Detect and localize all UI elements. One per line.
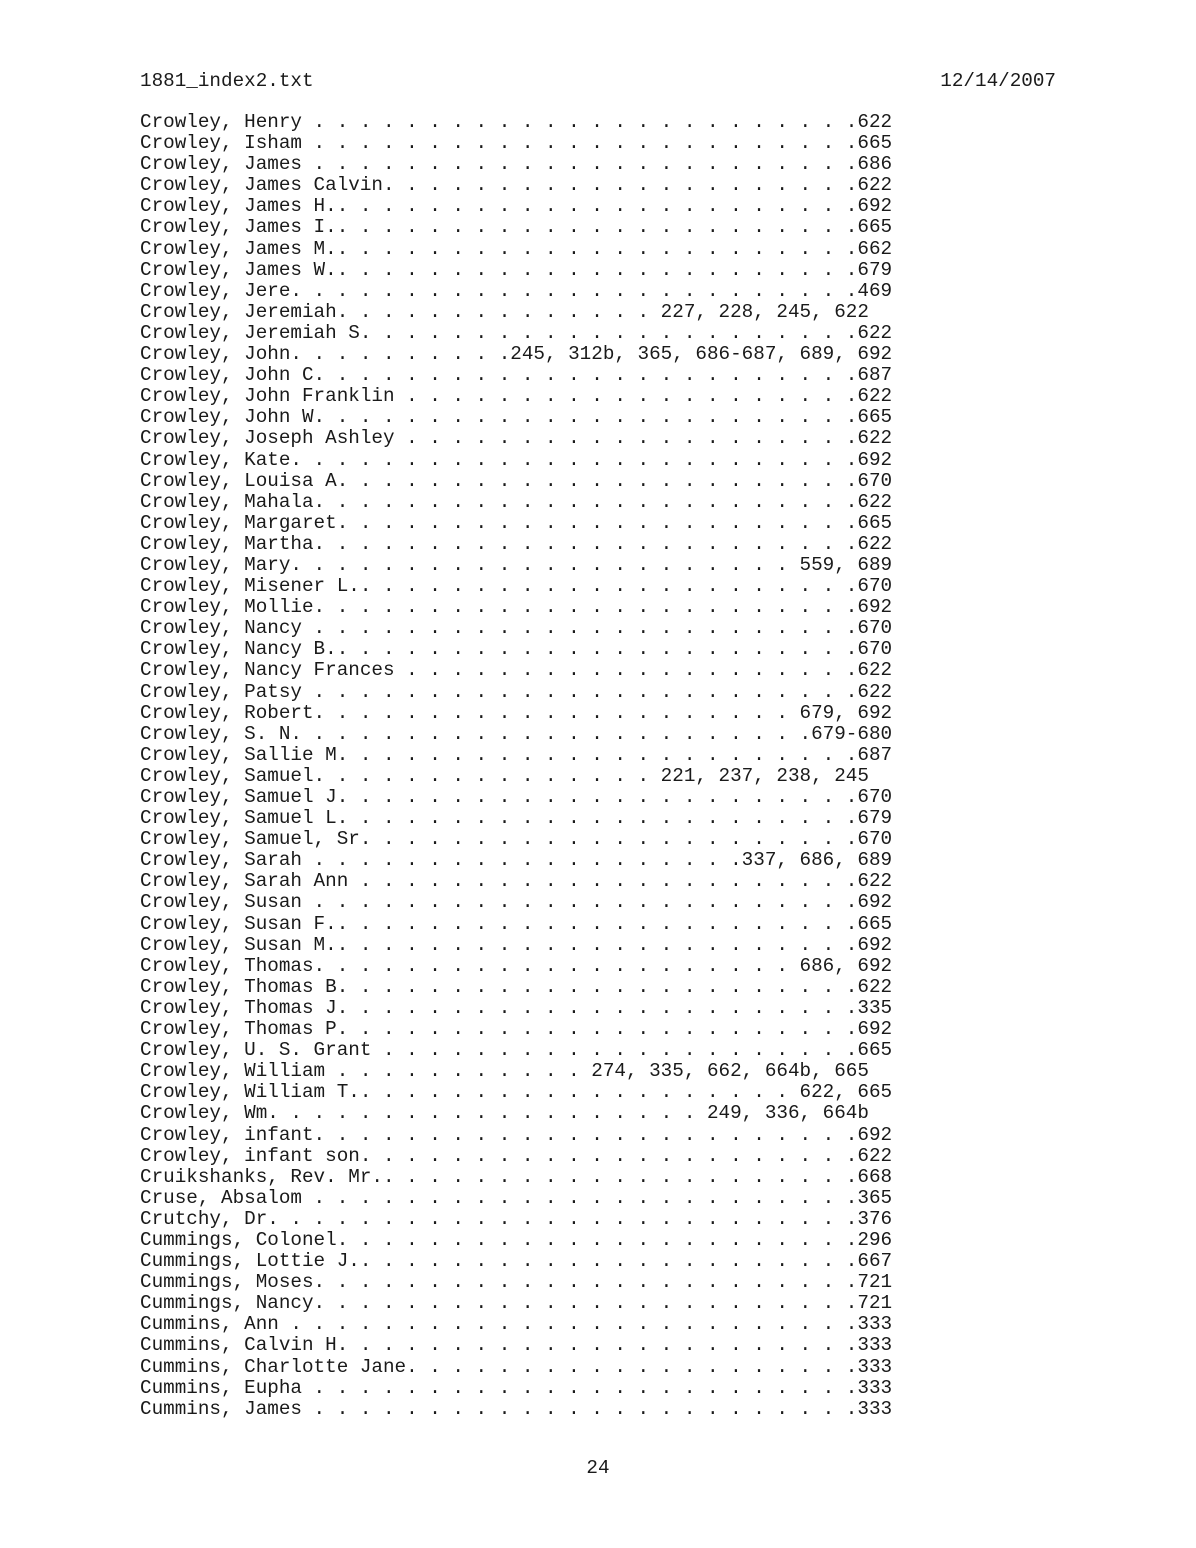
index-entry: Crowley, William . . . . . . . . . . . 274, 335, 662, 664b, 665 (140, 1060, 869, 1083)
index-entry: Crowley, Martha. . . . . . . . . . . . . . . . . . . . . . . .622 (140, 532, 893, 555)
index-entry: Crowley, Joseph Ashley . . . . . . . . . . . . . . . . . . . .622 (140, 427, 893, 450)
index-entry: Cummins, Calvin H. . . . . . . . . . . . . . . . . . . . . . .333 (140, 1334, 893, 1357)
index-entry: Crowley, Sarah Ann . . . . . . . . . . . . . . . . . . . . . .622 (140, 870, 893, 893)
index-list (140, 112, 892, 1420)
index-entry: Crowley, Isham . . . . . . . . . . . . . . . . . . . . . . . .665 (140, 132, 893, 155)
index-entry: Crowley, Samuel. . . . . . . . . . . . . . . 221, 237, 238, 245 (140, 764, 869, 787)
index-entry: Crowley, Nancy . . . . . . . . . . . . . . . . . . . . . . . .670 (140, 617, 893, 640)
index-entry: Crowley, James W.. . . . . . . . . . . . . . . . . . . . . . .679 (140, 258, 893, 281)
index-entry: Crowley, Margaret. . . . . . . . . . . . . . . . . . . . . . .665 (140, 511, 893, 534)
index-entry: Crowley, Patsy . . . . . . . . . . . . . . . . . . . . . . . .622 (140, 680, 893, 703)
index-entry: Crowley, Thomas. . . . . . . . . . . . . . . . . . . . . 686, 692 (140, 954, 893, 977)
index-entry: Crowley, Jeremiah S. . . . . . . . . . . . . . . . . . . . . .622 (140, 321, 893, 344)
index-entry: Crowley, S. N. . . . . . . . . . . . . . . . . . . . . . .679-680 (140, 722, 893, 745)
index-entry: Crowley, Thomas J. . . . . . . . . . . . . . . . . . . . . . .335 (140, 996, 893, 1019)
index-entry: Cummins, Eupha . . . . . . . . . . . . . . . . . . . . . . . .333 (140, 1376, 893, 1399)
index-entry: Cummings, Lottie J.. . . . . . . . . . . . . . . . . . . . . .667 (140, 1250, 893, 1273)
index-entry: Crutchy, Dr. . . . . . . . . . . . . . . . . . . . . . . . . .376 (140, 1207, 893, 1230)
index-entry: Crowley, Samuel, Sr. . . . . . . . . . . . . . . . . . . . . .670 (140, 828, 893, 851)
document-date: 12/14/2007 (940, 70, 1056, 92)
index-entry: Crowley, Sarah . . . . . . . . . . . . . . . . . . .337, 686, 689 (140, 849, 893, 872)
index-entry: Crowley, Jere. . . . . . . . . . . . . . . . . . . . . . . . .469 (140, 279, 893, 302)
index-entry: Crowley, Samuel J. . . . . . . . . . . . . . . . . . . . . . .670 (140, 786, 893, 808)
index-entry: Cummins, James . . . . . . . . . . . . . . . . . . . . . . . .333 (140, 1397, 893, 1420)
index-entry: Crowley, Sallie M. . . . . . . . . . . . . . . . . . . . . . .687 (140, 743, 893, 766)
document-filename: 1881_index2.txt (140, 70, 314, 92)
index-entry: Crowley, infant. . . . . . . . . . . . . . . . . . . . . . . .692 (140, 1123, 893, 1146)
index-entry: Crowley, James I.. . . . . . . . . . . . . . . . . . . . . . .665 (140, 216, 893, 239)
index-entry: Crowley, John. . . . . . . . . .245, 312b, 365, 686-687, 689, 692 (140, 343, 893, 366)
index-entry: Crowley, William T.. . . . . . . . . . . . . . . . . . . 622, 665 (140, 1081, 893, 1104)
index-entry: Cummings, Nancy. . . . . . . . . . . . . . . . . . . . . . . .721 (140, 1292, 893, 1315)
index-entry: Crowley, John W. . . . . . . . . . . . . . . . . . . . . . . .665 (140, 406, 893, 429)
index-entry: Crowley, James H.. . . . . . . . . . . . . . . . . . . . . . .692 (140, 195, 893, 218)
index-entry: Crowley, Susan F.. . . . . . . . . . . . . . . . . . . . . . .665 (140, 912, 893, 935)
index-entry: Crowley, James M.. . . . . . . . . . . . . . . . . . . . . . .662 (140, 237, 893, 260)
index-entry: Crowley, John Franklin . . . . . . . . . . . . . . . . . . . .622 (140, 385, 893, 408)
index-entry: Crowley, Louisa A. . . . . . . . . . . . . . . . . . . . . . .670 (140, 469, 893, 492)
index-entry: Crowley, Jeremiah. . . . . . . . . . . . . . 227, 228, 245, 622 (140, 300, 869, 323)
index-entry: Crowley, Mahala. . . . . . . . . . . . . . . . . . . . . . . .622 (140, 490, 893, 513)
index-entry: Crowley, James Calvin. . . . . . . . . . . . . . . . . . . . .622 (140, 174, 893, 197)
page-number: 24 (586, 1457, 610, 1479)
index-entry: Crowley, Kate. . . . . . . . . . . . . . . . . . . . . . . . .692 (140, 448, 893, 471)
index-entry: Crowley, Samuel L. . . . . . . . . . . . . . . . . . . . . . .679 (140, 807, 893, 830)
index-entry: Cruse, Absalom . . . . . . . . . . . . . . . . . . . . . . . .365 (140, 1186, 893, 1209)
index-entry: Cruikshanks, Rev. Mr.. . . . . . . . . . . . . . . . . . . . .668 (140, 1165, 893, 1188)
page-header (140, 68, 1056, 94)
index-entry: Crowley, infant son. . . . . . . . . . . . . . . . . . . . . .622 (140, 1144, 893, 1167)
index-entry: Crowley, Mollie. . . . . . . . . . . . . . . . . . . . . . . .692 (140, 596, 893, 619)
index-entry: Crowley, Nancy B.. . . . . . . . . . . . . . . . . . . . . . .670 (140, 638, 893, 661)
index-entry: Crowley, Wm. . . . . . . . . . . . . . . . . . . 249, 336, 664b (140, 1102, 869, 1125)
index-entry: Crowley, Henry . . . . . . . . . . . . . . . . . . . . . . . .622 (140, 111, 893, 133)
index-entry: Cummins, Charlotte Jane. . . . . . . . . . . . . . . . . . . .333 (140, 1355, 893, 1378)
index-entry: Crowley, Nancy Frances . . . . . . . . . . . . . . . . . . . .622 (140, 659, 893, 682)
index-entry: Crowley, Thomas B. . . . . . . . . . . . . . . . . . . . . . .622 (140, 975, 893, 998)
index-entry: Crowley, John C. . . . . . . . . . . . . . . . . . . . . . . .687 (140, 364, 893, 387)
index-entry: Crowley, Robert. . . . . . . . . . . . . . . . . . . . . 679, 692 (140, 701, 893, 724)
index-entry: Crowley, Susan . . . . . . . . . . . . . . . . . . . . . . . .692 (140, 891, 893, 914)
index-entry: Crowley, James . . . . . . . . . . . . . . . . . . . . . . . .686 (140, 153, 893, 176)
index-entry: Crowley, Susan M.. . . . . . . . . . . . . . . . . . . . . . .692 (140, 933, 893, 956)
index-entry: Crowley, Mary. . . . . . . . . . . . . . . . . . . . . . 559, 689 (140, 553, 893, 576)
index-entry: Cummings, Colonel. . . . . . . . . . . . . . . . . . . . . . .296 (140, 1228, 893, 1251)
index-entry: Cummings, Moses. . . . . . . . . . . . . . . . . . . . . . . .721 (140, 1271, 893, 1294)
index-entry: Crowley, Thomas P. . . . . . . . . . . . . . . . . . . . . . .692 (140, 1018, 893, 1041)
index-entry: Cummins, Ann . . . . . . . . . . . . . . . . . . . . . . . . .333 (140, 1313, 893, 1336)
index-entry: Crowley, Misener L.. . . . . . . . . . . . . . . . . . . . . .670 (140, 575, 893, 598)
index-entry: Crowley, U. S. Grant . . . . . . . . . . . . . . . . . . . . .665 (140, 1039, 893, 1062)
